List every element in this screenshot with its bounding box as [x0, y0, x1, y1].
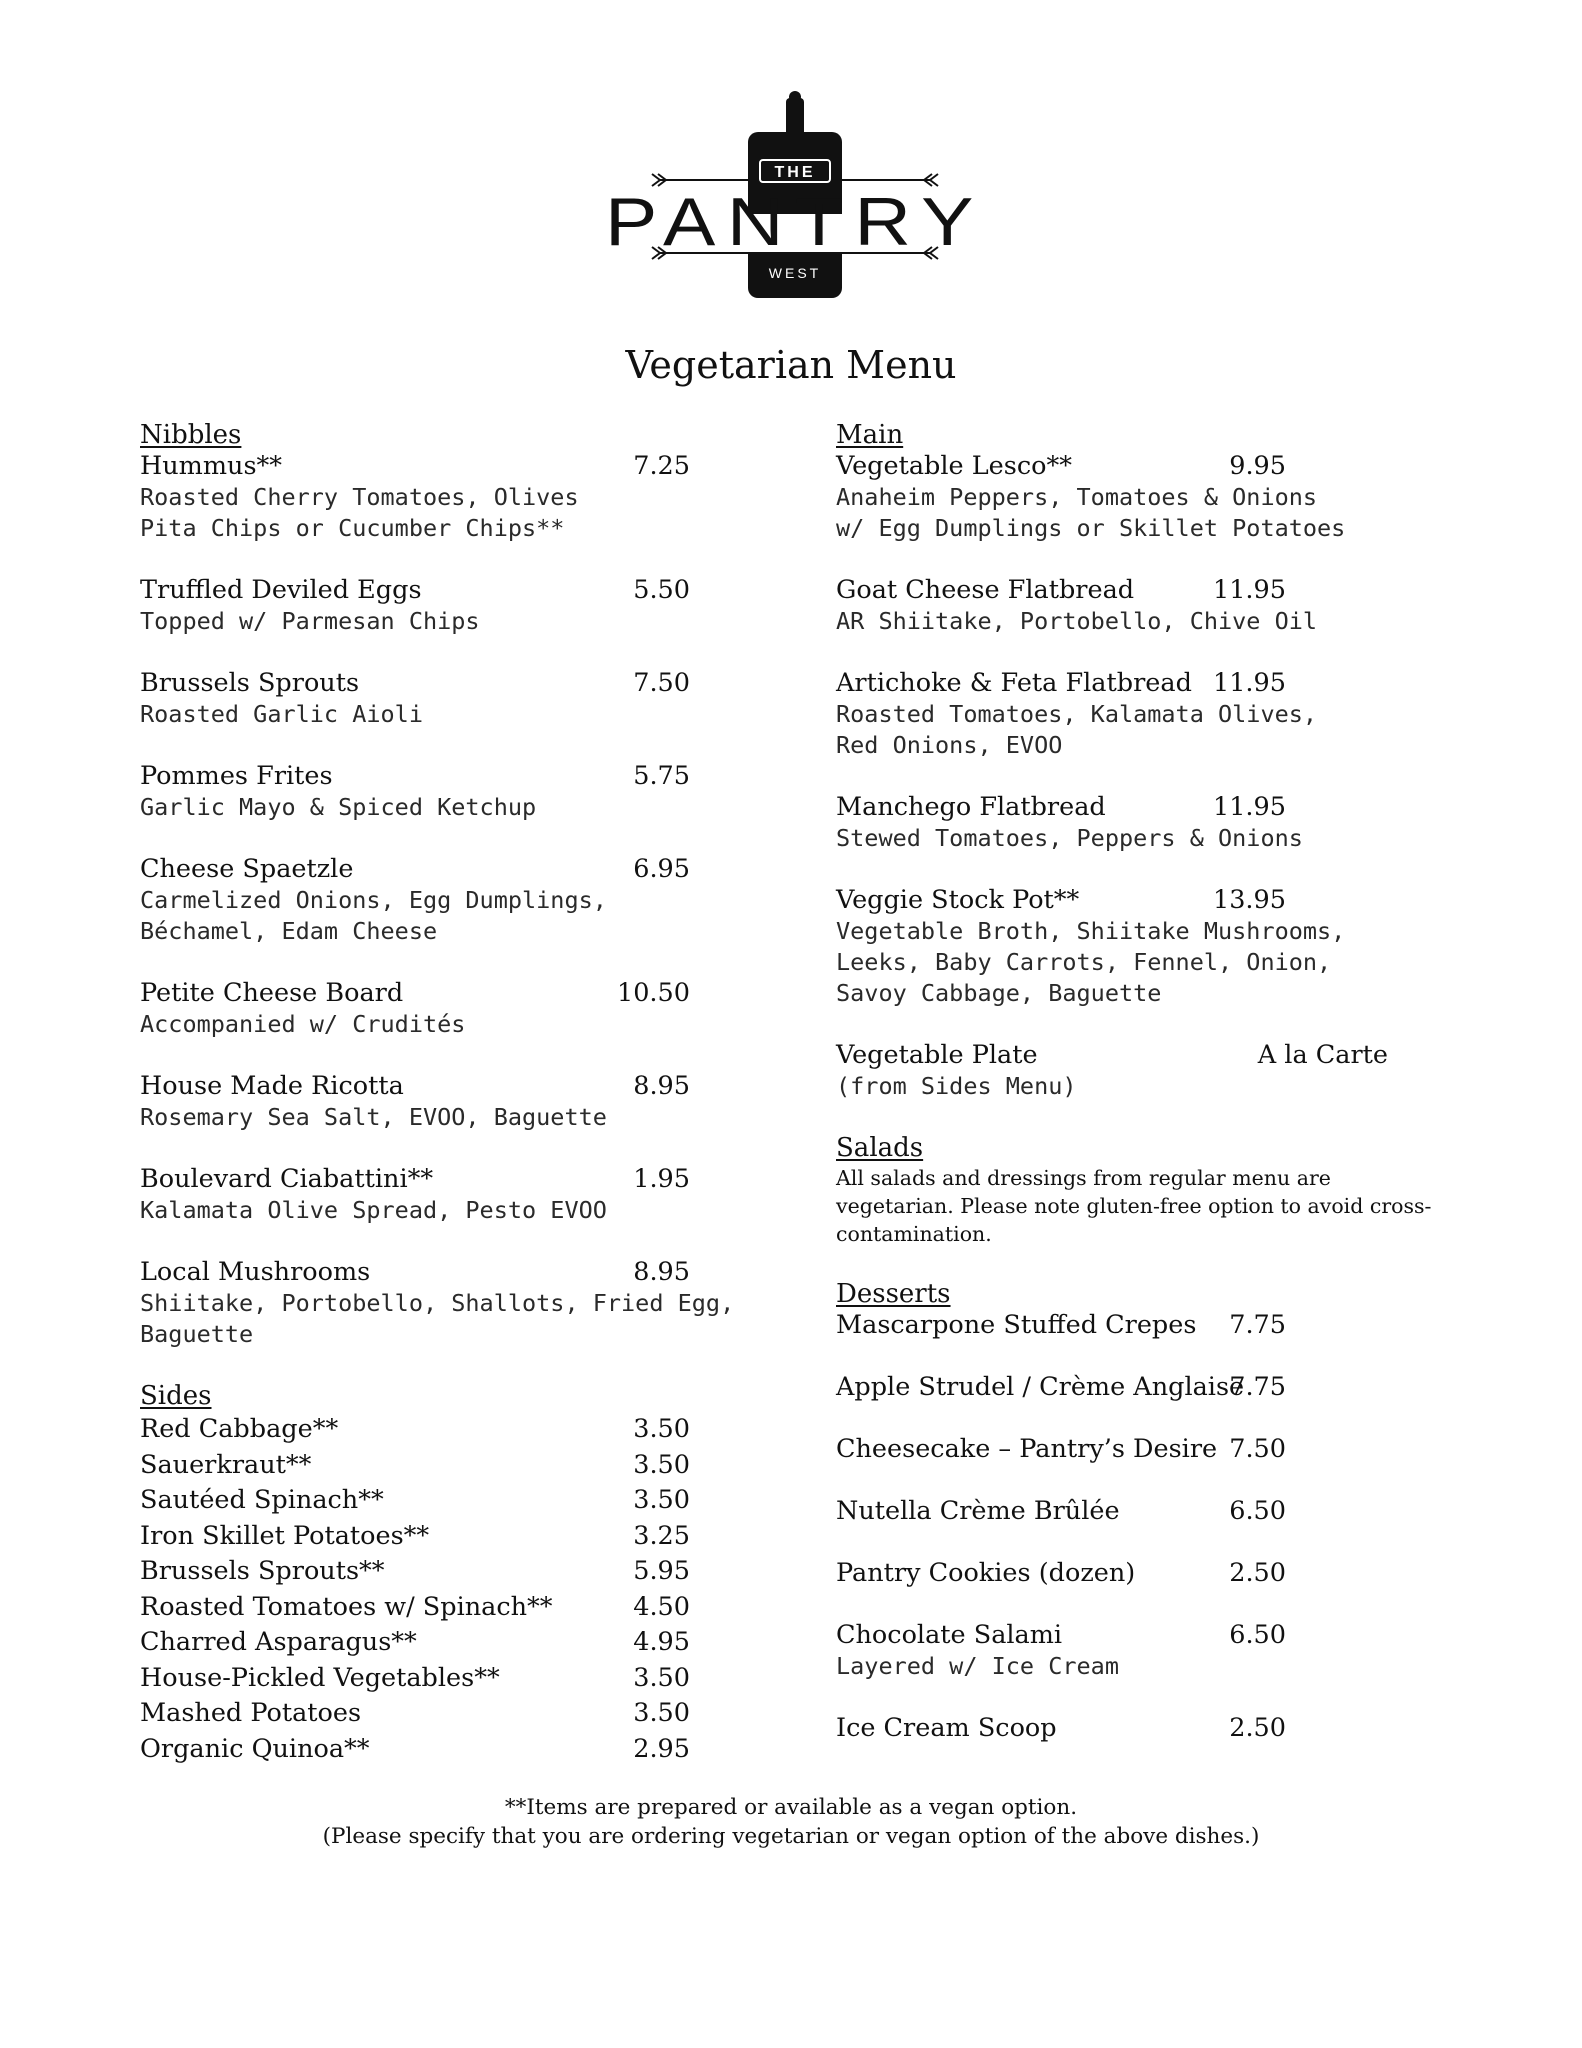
menu-item: [140, 1257, 735, 1350]
menu-item: [836, 1310, 1456, 1341]
menu-item: [140, 1732, 700, 1768]
menu-item-price: 7.75: [1229, 1310, 1286, 1340]
menu-item-price: 11.95: [1212, 792, 1286, 822]
menu-item-name: Cheese Spaetzle: [140, 854, 354, 884]
menu-item-description: Accompanied w/ Crudités: [140, 1010, 466, 1038]
menu-item: [836, 1620, 1456, 1682]
menu-item-description: Baguette: [140, 1320, 254, 1348]
menu-item-header: [140, 1590, 700, 1626]
menu-item-price: 7.50: [633, 668, 690, 698]
menu-item-description: Kalamata Olive Spread, Pesto EVOO: [140, 1196, 607, 1224]
menu-item-price: 3.50: [633, 1698, 690, 1728]
menu-item-price: 2.95: [633, 1733, 690, 1764]
vegan-footnote: [0, 1793, 1582, 1851]
sides-heading: Sides: [140, 1381, 212, 1411]
menu-item: [836, 1372, 1456, 1403]
menu-item-description: Anaheim Peppers, Tomatoes & Onions: [836, 483, 1318, 511]
menu-item-name: Charred Asparagus**: [140, 1627, 417, 1657]
menu-item-name: Boulevard Ciabattini**: [140, 1164, 434, 1194]
menu-item-price: 5.75: [633, 761, 690, 791]
menu-item-header: [140, 451, 700, 482]
menu-item: [836, 1040, 1456, 1102]
footnote-line-1: **Items are prepared or available as a vegan option.: [504, 1795, 1078, 1820]
menu-item: [140, 1696, 700, 1732]
menu-item-description: Savoy Cabbage, Baguette: [836, 979, 1162, 1007]
menu-item-price: 7.50: [1229, 1434, 1286, 1464]
menu-item-header: [836, 1310, 1456, 1341]
menu-item-header: [836, 1620, 1456, 1651]
menu-item-name: Brussels Sprouts: [140, 668, 360, 698]
menu-item-description: Pita Chips or Cucumber Chips**: [140, 514, 565, 542]
nibbles-heading: Nibbles: [140, 420, 242, 450]
left-column: [140, 420, 735, 1767]
menu-item-price: 5.95: [633, 1556, 690, 1586]
menu-item: [140, 1590, 700, 1626]
menu-item-name: Ice Cream Scoop: [836, 1713, 1057, 1743]
menu-item-price: 6.50: [1229, 1620, 1286, 1650]
menu-item: [140, 1412, 700, 1448]
menu-item: [836, 451, 1456, 544]
menu-item-name: Apple Strudel / Crème Anglaise: [836, 1372, 1245, 1402]
menu-item: [140, 1483, 700, 1519]
menu-item-description: Vegetable Broth, Shiitake Mushrooms,: [836, 917, 1346, 945]
menu-item-header: [140, 1554, 700, 1590]
menu-item-description: Roasted Cherry Tomatoes, Olives: [140, 483, 579, 511]
menu-item-header: [836, 668, 1456, 699]
footnote-line-2: (Please specify that you are ordering vegetarian or vegan option of the above dishes.): [322, 1824, 1260, 1849]
menu-item-header: [140, 1483, 700, 1519]
menu-item-name: Mashed Potatoes: [140, 1698, 362, 1728]
menu-item-description: Red Onions, EVOO: [836, 731, 1063, 759]
salads-note: All salads and dressings from regular menu are vegetarian. Please note gluten-free option to avoid cross-contamination.: [836, 1166, 1432, 1246]
menu-item: [836, 1434, 1456, 1465]
nibbles-list: [140, 451, 735, 1350]
menu-item-name: Cheesecake – Pantry’s Desire: [836, 1434, 1218, 1464]
menu-item: [140, 1071, 700, 1133]
menu-item-price: 8.95: [633, 1257, 690, 1287]
menu-item-header: [140, 1625, 700, 1661]
menu-item-header: [836, 792, 1456, 823]
menu-item-price: 9.95: [1229, 451, 1286, 481]
menu-item: [836, 1713, 1456, 1744]
menu-item-header: [140, 1519, 700, 1555]
menu-item-header: [836, 451, 1456, 482]
menu-item-header: [140, 1412, 700, 1448]
menu-item-name: Artichoke & Feta Flatbread: [836, 668, 1192, 698]
menu-item-price: 3.50: [633, 1485, 690, 1515]
menu-item-header: [836, 1372, 1456, 1403]
menu-item-name: Pommes Frites: [140, 761, 333, 791]
menu-item-description: Rosemary Sea Salt, EVOO, Baguette: [140, 1103, 607, 1131]
menu-item-name: Sautéed Spinach**: [140, 1485, 384, 1515]
menu-item-header: [836, 885, 1456, 916]
logo-bottom-word: WEST: [768, 265, 822, 281]
menu-item-price: 6.95: [633, 854, 690, 884]
menu-item-name: Goat Cheese Flatbread: [836, 575, 1135, 605]
menu-item-header: [140, 668, 700, 699]
menu-item-price: 8.95: [633, 1071, 690, 1101]
menu-item: [836, 1558, 1456, 1589]
menu-item-header: [140, 1257, 700, 1288]
menu-item-name: Local Mushrooms: [140, 1257, 371, 1287]
menu-item-price: 1.95: [633, 1164, 690, 1194]
menu-item-header: [836, 1434, 1456, 1465]
menu-item: [140, 854, 700, 947]
menu-item-description: Stewed Tomatoes, Peppers & Onions: [836, 824, 1303, 852]
menu-item-name: Vegetable Plate: [836, 1040, 1038, 1070]
menu-item-header: [140, 575, 700, 606]
menu-item-price: A la Carte: [1257, 1040, 1388, 1070]
menu-item-header: [140, 761, 700, 792]
main-list: [836, 451, 1456, 1102]
menu-item-name: Organic Quinoa**: [140, 1733, 370, 1764]
menu-item-description: w/ Egg Dumplings or Skillet Potatoes: [836, 514, 1346, 542]
menu-item-name: Iron Skillet Potatoes**: [140, 1520, 430, 1551]
menu-item-description: Layered w/ Ice Cream: [836, 1652, 1119, 1680]
menu-item-price: 3.25: [633, 1520, 690, 1551]
desserts-heading: Desserts: [836, 1279, 951, 1309]
menu-item: [140, 1554, 700, 1590]
menu-item-description: AR Shiitake, Portobello, Chive Oil: [836, 607, 1318, 635]
menu-item-description: Leeks, Baby Carrots, Fennel, Onion,: [836, 948, 1332, 976]
menu-item-header: [836, 1496, 1456, 1527]
menu-item-header: [140, 1732, 700, 1768]
menu-item: [140, 1519, 700, 1555]
menu-item: [140, 1661, 700, 1697]
menu-item-price: 3.50: [633, 1662, 690, 1693]
menu-item-price: 4.50: [633, 1591, 690, 1622]
menu-item-price: 11.95: [1212, 668, 1286, 698]
menu-item-name: Sauerkraut**: [140, 1449, 312, 1480]
menu-item-name: House Made Ricotta: [140, 1071, 404, 1101]
menu-item-header: [836, 575, 1456, 606]
menu-item-name: Red Cabbage**: [140, 1414, 339, 1444]
menu-item-description: (from Sides Menu): [836, 1072, 1077, 1100]
desserts-list: [836, 1310, 1456, 1744]
menu-item: [140, 761, 700, 823]
menu-item-price: 3.50: [633, 1449, 690, 1480]
menu-item: [140, 1448, 700, 1484]
menu-item-name: Chocolate Salami: [836, 1620, 1063, 1650]
menu-item-name: House-Pickled Vegetables**: [140, 1662, 500, 1693]
menu-item: [140, 451, 700, 544]
menu-item-name: Manchego Flatbread: [836, 792, 1106, 822]
menu-item-description: Béchamel, Edam Cheese: [140, 917, 438, 945]
menu-item-price: 2.50: [1229, 1713, 1286, 1743]
menu-item-name: Truffled Deviled Eggs: [140, 575, 422, 605]
logo-top-word: THE: [774, 164, 816, 181]
menu-item-price: 10.50: [616, 978, 690, 1008]
menu-item-price: 3.50: [633, 1414, 690, 1444]
menu-item: [140, 575, 700, 637]
menu-item-header: [140, 1071, 700, 1102]
menu-item-description: Garlic Mayo & Spiced Ketchup: [140, 793, 537, 821]
menu-title: Vegetarian Menu: [625, 343, 957, 387]
main-heading: Main: [836, 420, 904, 450]
menu-item-description: Carmelized Onions, Egg Dumplings,: [140, 886, 607, 914]
menu-item-header: [140, 1448, 700, 1484]
menu-item: [836, 885, 1456, 1009]
sides-list: [140, 1412, 700, 1767]
menu-item: [836, 668, 1456, 761]
menu-item-name: Veggie Stock Pot**: [836, 885, 1080, 915]
logo-main-word: PANTRY: [605, 184, 985, 260]
menu-item-header: [140, 1661, 700, 1697]
menu-item-name: Nutella Crème Brûlée: [836, 1496, 1120, 1526]
menu-item: [140, 1164, 700, 1226]
menu-item-price: 5.50: [633, 575, 690, 605]
menu-item-price: 11.95: [1212, 575, 1286, 605]
menu-item: [836, 792, 1456, 854]
menu-item-price: 6.50: [1229, 1496, 1286, 1526]
menu-item-price: 7.25: [633, 451, 690, 481]
pantry-logo: [600, 88, 990, 300]
menu-item-name: Brussels Sprouts**: [140, 1556, 385, 1586]
menu-item-price: 7.75: [1229, 1372, 1286, 1402]
menu-item-name: Roasted Tomatoes w/ Spinach**: [140, 1591, 553, 1622]
menu-item-header: [836, 1558, 1456, 1589]
menu-item-price: 13.95: [1212, 885, 1286, 915]
menu-item-name: Pantry Cookies (dozen): [836, 1558, 1136, 1588]
menu-item-header: [836, 1040, 1456, 1071]
menu-item-header: [836, 1713, 1456, 1744]
menu-item-description: Roasted Garlic Aioli: [140, 700, 423, 728]
menu-item: [140, 1625, 700, 1661]
menu-item-description: Topped w/ Parmesan Chips: [140, 607, 480, 635]
menu-item-price: 4.95: [633, 1627, 690, 1657]
salads-heading: Salads: [836, 1133, 924, 1163]
menu-item-name: Mascarpone Stuffed Crepes: [836, 1310, 1197, 1340]
menu-item-description: Shiitake, Portobello, Shallots, Fried Egg,: [140, 1289, 735, 1317]
menu-item-header: [140, 1696, 700, 1732]
menu-item-name: Hummus**: [140, 451, 283, 481]
menu-item-price: 2.50: [1229, 1558, 1286, 1588]
menu-item: [836, 575, 1456, 637]
menu-item-header: [140, 854, 700, 885]
menu-item: [140, 668, 700, 730]
menu-item-name: Vegetable Lesco**: [836, 451, 1072, 481]
menu-item-name: Petite Cheese Board: [140, 978, 404, 1008]
menu-item: [140, 978, 700, 1040]
menu-item: [836, 1496, 1456, 1527]
menu-item-header: [140, 978, 700, 1009]
right-column: [836, 420, 1456, 1775]
menu-item-header: [140, 1164, 700, 1195]
menu-item-description: Roasted Tomatoes, Kalamata Olives,: [836, 700, 1318, 728]
